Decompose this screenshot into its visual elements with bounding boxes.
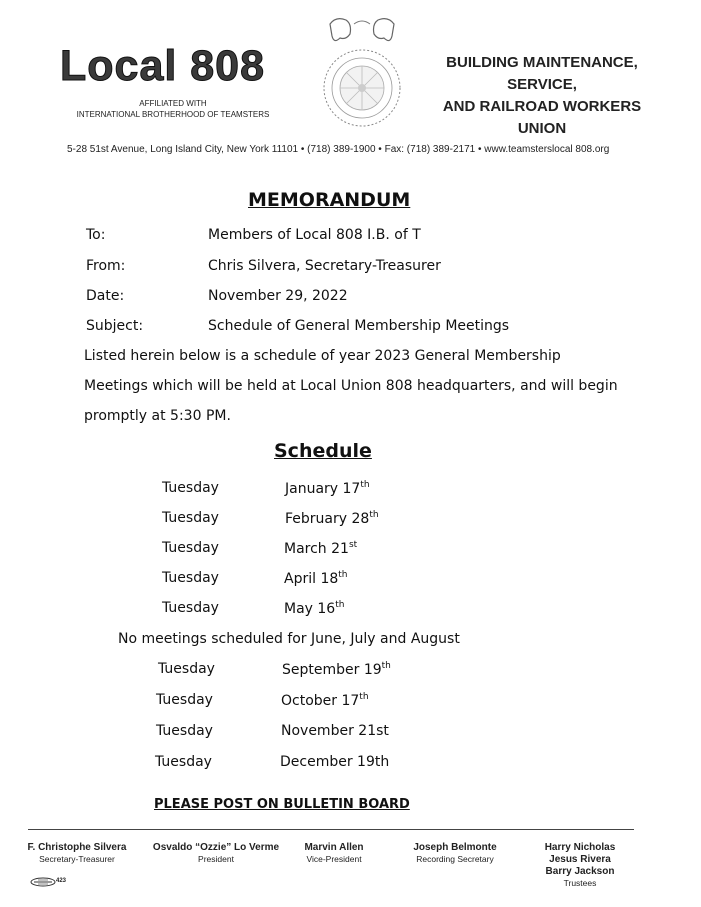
officer-name: Osvaldo “Ozzie” Lo Verme [152, 842, 280, 853]
schedule-date: April 18th [284, 570, 348, 587]
officer-title: President [198, 854, 234, 864]
subject-label: Subject: [86, 318, 144, 334]
teamsters-seal-icon [316, 14, 408, 132]
schedule-day: Tuesday [162, 480, 219, 496]
officer-title: Secretary-Treasurer [39, 854, 115, 864]
trustee-name: Harry Nicholas [544, 842, 616, 853]
to-value: Members of Local 808 I.B. of T [208, 227, 421, 243]
affiliation-line-2: INTERNATIONAL BROTHERHOOD OF TEAMSTERS [76, 110, 270, 119]
schedule-day: Tuesday [155, 754, 212, 770]
officer-secretary-treasurer [22, 842, 132, 865]
schedule-day: Tuesday [162, 510, 219, 526]
schedule-date: February 28th [285, 510, 379, 527]
schedule-day: Tuesday [156, 723, 213, 739]
officer-title: Vice-President [306, 854, 362, 864]
footer-divider [28, 829, 634, 830]
schedule-day: Tuesday [162, 570, 219, 586]
officer-president [146, 842, 286, 865]
date-value: November 29, 2022 [208, 288, 348, 304]
schedule-date: October 17th [281, 692, 369, 709]
officer-name: Joseph Belmonte [413, 842, 497, 853]
no-meetings-note: No meetings scheduled for June, July and August [118, 631, 460, 647]
officer-recording-secretary [400, 842, 510, 865]
officer-vice-president [294, 842, 374, 865]
body-line-1: Listed herein below is a schedule of year 2023 General Membership [84, 348, 561, 364]
schedule-day: Tuesday [162, 600, 219, 616]
trustee-name: Jesus Rivera [549, 854, 611, 865]
to-label: To: [86, 227, 106, 243]
officer-name: Marvin Allen [304, 842, 364, 853]
union-name [424, 52, 660, 140]
schedule-date: November 21st [281, 723, 389, 739]
schedule-date: January 17th [285, 480, 370, 497]
memo-title: MEMORANDUM [248, 189, 411, 211]
date-label: Date: [86, 288, 125, 304]
from-label: From: [86, 258, 126, 274]
officer-name: F. Christophe Silvera [27, 842, 127, 853]
body-line-2: Meetings which will be held at Local Union 808 headquarters, and will begin [84, 378, 618, 394]
from-value: Chris Silvera, Secretary-Treasurer [208, 258, 441, 274]
schedule-day: Tuesday [162, 540, 219, 556]
schedule-day: Tuesday [158, 661, 215, 677]
union-bug-number: 423 [56, 878, 67, 884]
union-name-line-1: BUILDING MAINTENANCE, SERVICE, [446, 54, 638, 93]
officer-title: Recording Secretary [416, 854, 494, 864]
schedule-date: December 19th [280, 754, 390, 770]
schedule-date: May 16th [284, 600, 345, 617]
schedule-date: March 21st [284, 540, 358, 557]
subject-value: Schedule of General Membership Meetings [208, 318, 510, 334]
address-line: 5-28 51st Avenue, Long Island City, New York 11101 • (718) 389-1900 • Fax: (718) 389-2171 • www.teamsterslocal 808.org [67, 144, 610, 155]
trustee-name: Barry Jackson [545, 866, 615, 877]
local-808-logo: Local 808 [60, 42, 265, 90]
post-notice: PLEASE POST ON BULLETIN BOARD [154, 797, 410, 812]
trustees-title: Trustees [563, 878, 597, 888]
body-line-3: promptly at 5:30 PM. [84, 408, 231, 424]
schedule-day: Tuesday [156, 692, 213, 708]
union-name-line-2: AND RAILROAD WORKERS UNION [442, 98, 642, 137]
schedule-title: Schedule [274, 440, 372, 462]
officer-trustees [530, 842, 630, 889]
schedule-date: September 19th [282, 661, 391, 678]
affiliation-text [58, 98, 288, 120]
affiliation-line-1: AFFILIATED WITH [139, 99, 207, 108]
